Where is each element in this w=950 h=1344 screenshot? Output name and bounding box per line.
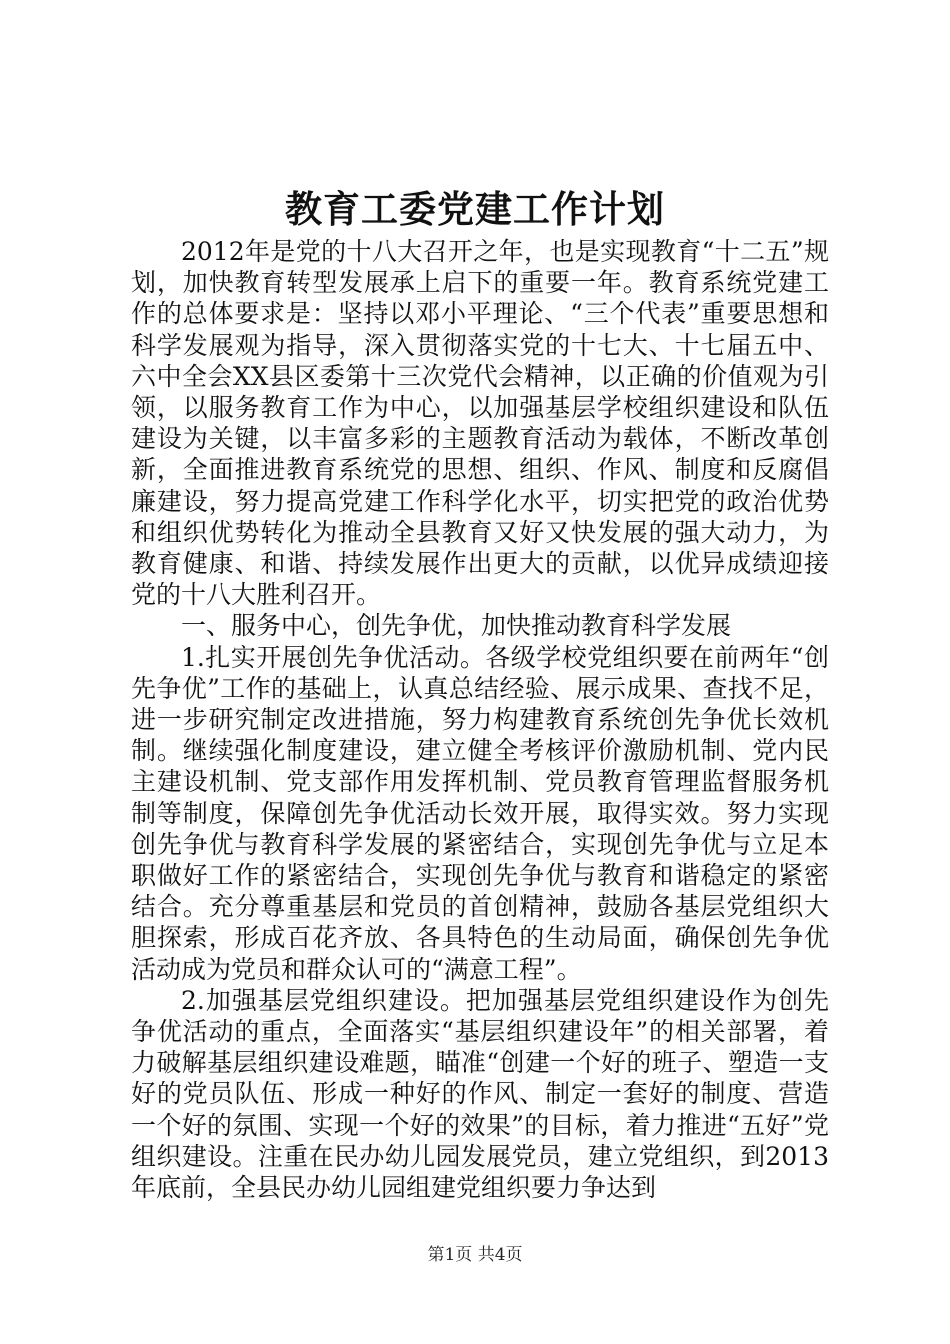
section-heading-1: 一、服务中心，创先争优，加快推动教育科学发展 xyxy=(181,611,732,641)
document-title: 教育工委党建工作计划 xyxy=(285,187,665,231)
item-paragraph-1 xyxy=(131,642,829,985)
item-2-lead: 2.加强基层党组织建设。 xyxy=(181,985,466,1015)
intro-paragraph: 2012年是党的十八大召开之年，也是实现教育“十二五”规划，加快教育转型发展承上启下的重要一年。教育系统党建工作的总体要求是：坚持以邓小平理论、“三个代表”重要思想和科学发展观为指导，深入贯彻落实党的十七大、十七届五中、六中全会XX县区委第十三次党代会精神，以正确的价值观为引领，以服务教育工作为中心，以加强基层学校组织建设和队伍建设为关键，以丰富多彩的主题教育活动为载体，不断改革创新，全面推进教育系统党的思想、组织、作风、制度和反腐倡廉建设，努力提高党建工作科学化水平，切实把党的政治优势和组织优势转化为推动全县教育又好又快发展的强大动力，为教育健康、和谐、持续发展作出更大的贡献，以优异成绩迎接党的十八大胜利召开。 xyxy=(131,237,829,610)
item-paragraph-2 xyxy=(131,985,829,1203)
item-2-content: 把加强基层党组织建设作为创先争优活动的重点，全面落实“基层组织建设年”的相关部署，着力破解基层组织建设难题，瞄准“创建一个好的班子、塑造一支好的党员队伍、形成一种好的作风、制定一套好的制度、营造一个好的氛围、实现一个好的效果”的目标，着力推进“五好”党组织建设。注重在民办幼儿园发展党员，建立党组织，到2013年底前，全县民办幼儿园组建党组织要力争达到 xyxy=(131,985,829,1203)
item-1-lead: 1.扎实开展创先争优活动。 xyxy=(181,642,486,672)
item-1-content: 各级学校党组织要在前两年“创先争优”工作的基础上，认真总结经验、展示成果、查找不足，进一步研究制定改进措施，努力构建教育系统创先争优长效机制。继续强化制度建设，建立健全考核评价激励机制、党内民主建设机制、党支部作用发挥机制、党员教育管理监督服务机制等制度，保障创先争优活动长效开展，取得实效。努力实现创先争优与教育科学发展的紧密结合，实现创先争优与立足本职做好工作的紧密结合，实现创先争优与教育和谐稳定的紧密结合。充分尊重基层和党员的首创精神，鼓励各基层党组织大胆探索，形成百花齐放、各具特色的生动局面，确保创先争优活动成为党员和群众认可的“满意工程”。 xyxy=(131,642,829,984)
page-footer: 第1页 共4页 xyxy=(427,1245,523,1265)
document-body xyxy=(131,236,829,1203)
